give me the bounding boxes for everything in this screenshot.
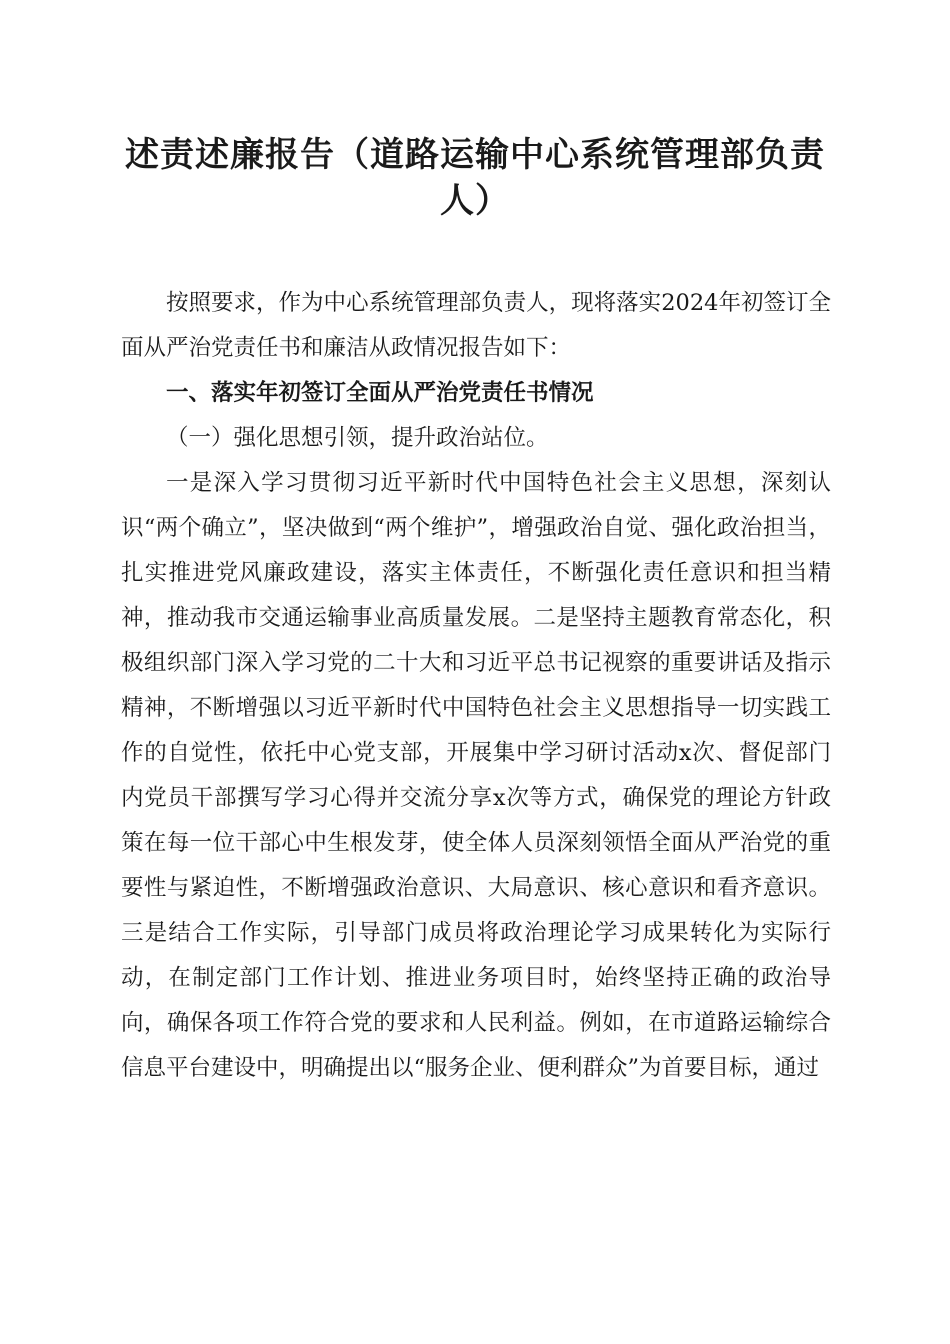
document-title: 述责述廉报告（道路运输中心系统管理部负责人） [125, 135, 825, 221]
subsection-heading-1: （一）强化思想引领，提升政治站位。 [166, 425, 549, 451]
document-body [121, 281, 831, 1091]
body-paragraph: 一是深入学习贯彻习近平新时代中国特色社会主义思想，深刻认识“两个确立”，坚决做到“两个维护”，增强政治自觉、强化政治担当，扎实推进党风廉政建设，落实主体责任，不断强化责任意识和担当精神，推动我市交通运输事业高质量发展。二是坚持主题教育常态化，积极组织部门深入学习党的二十大和习近平总书记视察的重要讲话及指示精神，不断增强以习近平新时代中国特色社会主义思想指导一切实践工作的自觉性，依托中心党支部，开展集中学习研讨活动x次、督促部门内党员干部撰写学习心得并交流分享x次等方式，确保党的理论方针政策在每一位干部心中生根发芽，使全体人员深刻领悟全面从严治党的重要性与紧迫性，不断增强政治意识、大局意识、核心意识和看齐意识。三是结合工作实际，引导部门成员将政治理论学习成果转化为实际行动，在制定部门工作计划、推进业务项目时，始终坚持正确的政治导向，确保各项工作符合党的要求和人民利益。例如，在市道路运输综合信息平台建设中，明确提出以“服务企业、便利群众”为首要目标，通过 [121, 470, 831, 1081]
intro-paragraph: 按照要求，作为中心系统管理部负责人，现将落实2024年初签订全面从严治党责任书和廉洁从政情况报告如下： [121, 290, 831, 361]
section-heading-1: 一、落实年初签订全面从严治党责任书情况 [166, 380, 594, 406]
